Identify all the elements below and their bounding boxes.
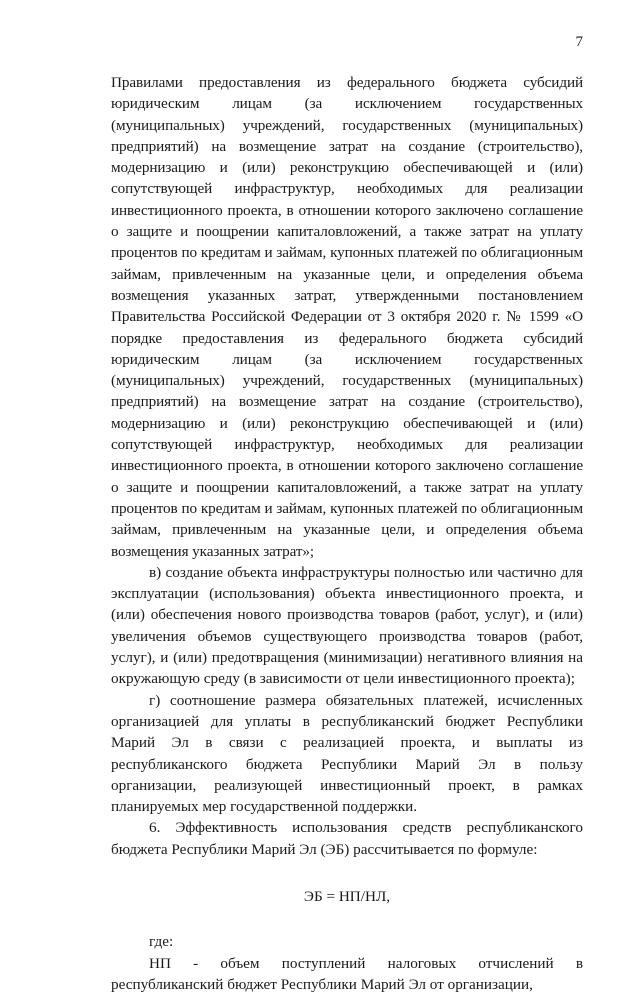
paragraph-item-v: в) создание объекта инфраструктуры полностью или частично для эксплуатации (использования) объекта инвестиционного проекта, и (или) обеспечения нового производства товаров (работ, услуг), и (или) увеличения объемов существующего производства товаров (работ, услуг), и (или) предотвращения (минимизации) негативного влияния на окружающую среду (в зависимости от цели инвестиционного проекта); [111,563,583,688]
page-number: 7 [575,34,583,50]
where-label: где: [149,933,174,951]
paragraph-item-6: 6. Эффективность использования средств республиканского бюджета Республики Марий Эл (ЭБ) рассчитывается по формуле: [111,819,583,858]
document-body [111,72,583,995]
formula: ЭБ = НП/НЛ, [303,887,391,905]
paragraph-rules: Правилами предоставления из федерального бюджета субсидий юридическим лицам (за исключением государственных (муниципальных) учреждений, государственных (муниципальных) предприятий) на возмещение затрат на создание (строительство), модернизацию и (или) реконструкцию обеспечивающей и (или) сопутствующей инфраструктур, необходимых для реализации инвестиционного проекта, в отношении которого заключено соглашение о защите и поощрении капиталовложений, а также затрат на уплату процентов по кредитам и займам, купонных платежей по облигационным займам, привлеченным на указанные цели, и определения объема возмещения указанных затрат, утвержденными постановлением Правительства Российской Федерации от 3 октября 2020 г. № 1599 «О порядке предоставления из федерального бюджета субсидий юридическим лицам (за исключением государственных (муниципальных) учреждений, государственных (муниципальных) предприятий) на возмещение затрат на создание (строительство), модернизацию и (или) реконструкцию обеспечивающей и (или) сопутствующей инфраструктур, необходимых для реализации инвестиционного проекта, в отношении которого заключено соглашение о защите и поощрении капиталовложений, а также затрат на уплату процентов по кредитам и займам, купонных платежей по облигационным займам, привлеченным на указанные цели, и определения объема возмещения указанных затрат»; [111,74,583,560]
paragraph-item-g: г) соотношение размера обязательных платежей, исчисленных организацией для уплаты в республиканский бюджет Республики Марий Эл в связи с реализацией проекта, и выплаты из республиканского бюджета Республики Марий Эл в пользу организации, реализующей инвестиционный проект, в рамках планируемых мер государственной поддержки. [111,691,583,816]
definition-np: НП - объем поступлений налоговых отчислений в республиканский бюджет Республики Марий Эл от организации, [111,954,583,993]
